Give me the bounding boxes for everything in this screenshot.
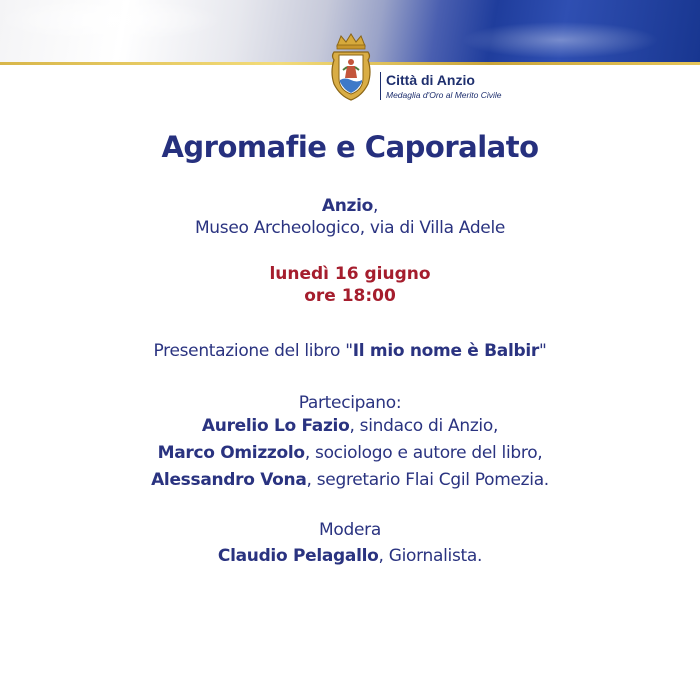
presentation-prefix: Presentazione del libro "	[153, 341, 353, 361]
event-date: lunedì 16 giugno	[269, 264, 431, 284]
moderator-name: Claudio Pelagallo	[217, 546, 379, 566]
participant-line	[0, 443, 700, 463]
moderator-line	[0, 546, 700, 566]
book-title: Il mio nome è Balbir	[352, 341, 539, 361]
place-name-line	[0, 196, 700, 216]
event-title: Agromafie e Caporalato	[161, 130, 539, 164]
participant-name: Alessandro Vona	[151, 470, 307, 490]
brand-divider	[380, 72, 381, 100]
moderator-label: Modera	[319, 520, 381, 540]
place-detail: Museo Archeologico, via di Villa Adele	[194, 218, 506, 238]
presentation-line	[0, 341, 700, 361]
city-crest-icon	[328, 32, 374, 104]
place-name: Anzio	[321, 196, 374, 216]
participant-line	[0, 470, 700, 490]
brand-subtitle: Medaglia d'Oro al Merito Civile	[386, 90, 502, 100]
brand-name: Città di Anzio	[386, 72, 475, 88]
place-comma: ,	[373, 196, 379, 216]
participant-role: , sociologo e autore del libro,	[304, 443, 543, 463]
participant-name: Aurelio Lo Fazio	[201, 416, 350, 436]
participant-role: , sindaco di Anzio,	[349, 416, 499, 436]
participant-name: Marco Omizzolo	[157, 443, 305, 463]
participant-role: , segretario Flai Cgil Pomezia.	[306, 470, 549, 490]
event-time: ore 18:00	[304, 286, 396, 306]
participant-line	[0, 416, 700, 436]
moderator-role: , Giornalista.	[378, 546, 483, 566]
participants-label: Partecipano:	[298, 393, 402, 413]
presentation-suffix: "	[538, 341, 547, 361]
